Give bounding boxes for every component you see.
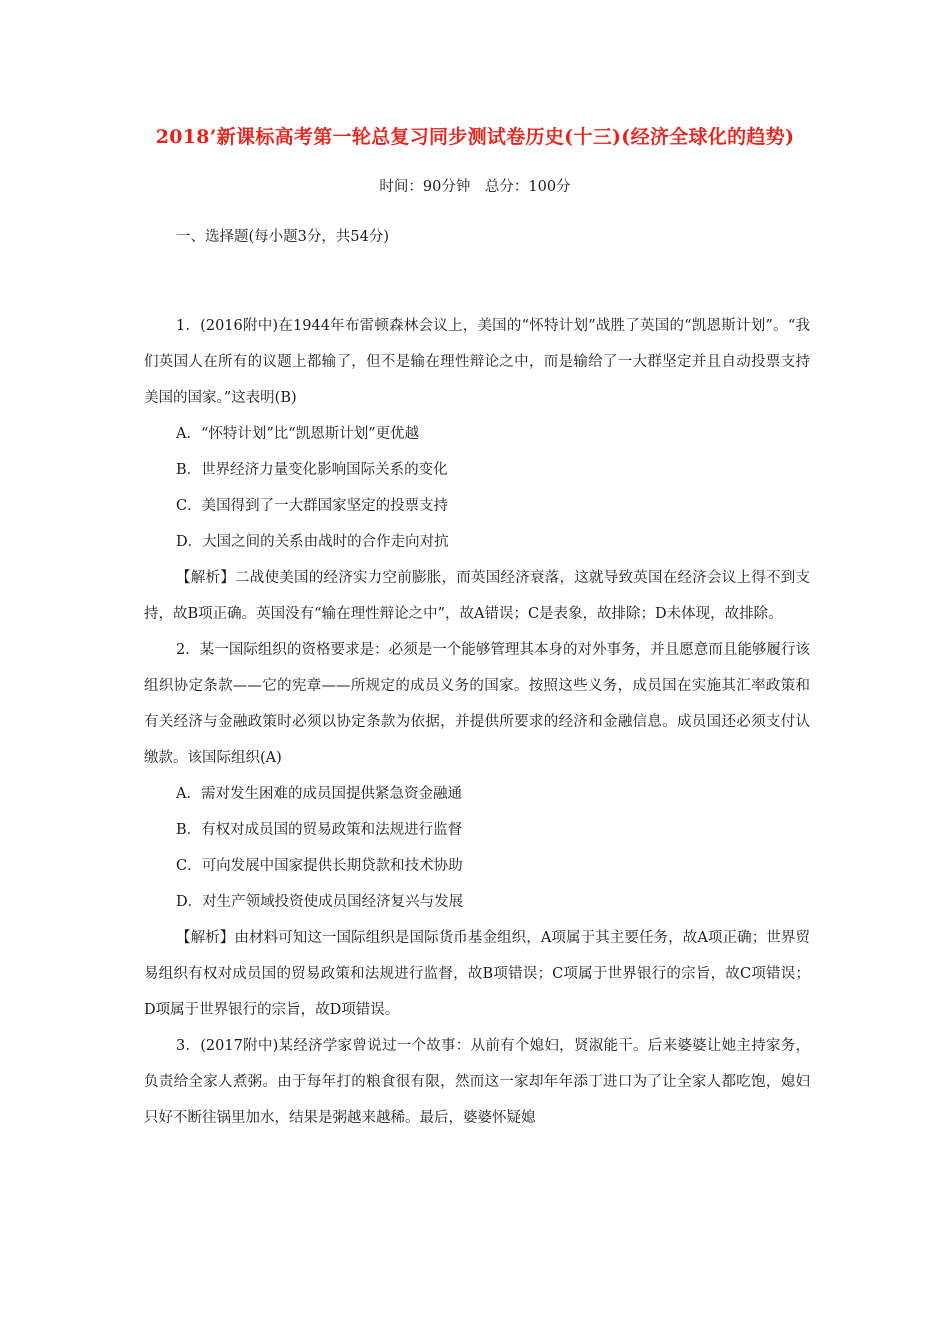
question-1-analysis: 【解析】二战使美国的经济实力空前膨胀，而英国经济衰落，这就导致英国在经济会议上得不到支持，故B项正确。英国没有“输在理性辩论之中”，故A错误；C是表象，故排除；D未体现，故排除。 [144, 570, 810, 622]
question-2-option-b: B．有权对成员国的贸易政策和法规进行监督 [176, 822, 463, 838]
question-3-stem: 3．(2017附中)某经济学家曾说过一个故事：从前有个媳妇，贤淑能干。后来婆婆让她主持家务，负责给全家人煮粥。由于每年打的粮食很有限，然而这一家却年年添丁进口为了让全家人都吃饱，媳妇只好不断往锅里加水，结果是粥越来越稀。最后，婆婆怀疑媳 [144, 1038, 810, 1126]
section-heading: 一、选择题(每小题3分，共54分) [176, 229, 389, 245]
question-2-analysis: 【解析】由材料可知这一国际组织是国际货币基金组织，A项属于其主要任务，故A项正确；世界贸易组织有权对成员国的贸易政策和法规进行监督，故B项错误；C项属于世界银行的宗旨，故C项错误；D项属于世界银行的宗旨，故D项错误。 [144, 930, 810, 1018]
question-2-stem: 2．某一国际组织的资格要求是：必须是一个能够管理其本身的对外事务，并且愿意而且能够履行该组织协定条款——它的宪章——所规定的成员义务的国家。按照这些义务，成员国在实施其汇率政策和有关经济与金融政策时必须以协定条款为依据，并提供所要求的经济和金融信息。成员国还必须支付认缴款。该国际组织(A) [144, 642, 810, 766]
document-subtitle: 时间：90分钟 总分：100分 [379, 179, 571, 195]
document-title: 2018’新课标高考第一轮总复习同步测试卷历史(十三)(经济全球化的趋势) [155, 126, 795, 148]
question-1-option-b: B．世界经济力量变化影响国际关系的变化 [176, 462, 448, 478]
question-1-option-c: C．美国得到了一大群国家坚定的投票支持 [176, 498, 449, 514]
document-body [144, 308, 810, 1136]
question-1-option-d: D．大国之间的关系由战时的合作走向对抗 [176, 534, 449, 550]
question-1-option-a: A．“怀特计划”比“凯恩斯计划”更优越 [176, 426, 420, 442]
question-2-option-c: C．可向发展中国家提供长期贷款和技术协助 [176, 858, 463, 874]
question-1-stem: 1．(2016附中)在1944年布雷顿森林会议上，美国的“怀特计划”战胜了英国的“凯恩斯计划”。“我们英国人在所有的议题上都输了，但不是输在理性辩论之中，而是输给了一大群坚定并且自动投票支持美国的国家。”这表明(B) [144, 318, 810, 406]
question-2-option-a: A．需对发生困难的成员国提供紧急资金融通 [176, 786, 462, 802]
question-2-option-d: D．对生产领域投资使成员国经济复兴与发展 [176, 894, 464, 910]
